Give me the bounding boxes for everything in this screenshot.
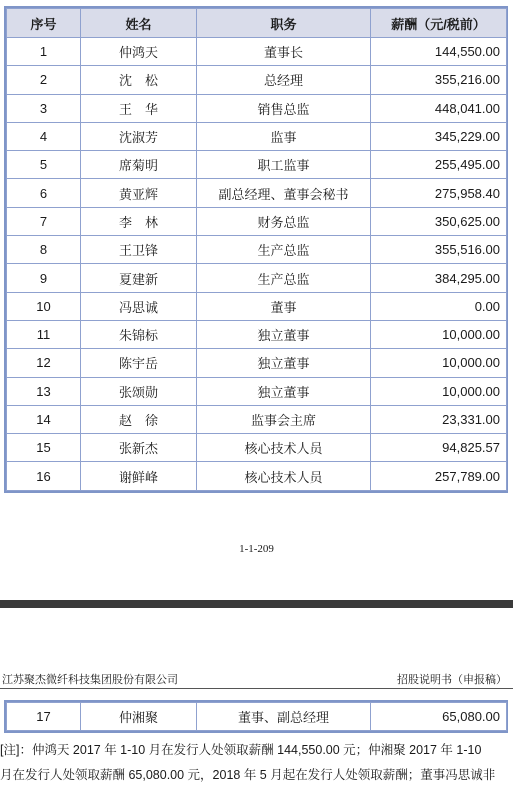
- salary-table-continued: [4, 700, 508, 733]
- cell-name: 朱锦标: [81, 320, 197, 348]
- cell-name: 黄亚辉: [81, 179, 197, 207]
- cell-role: 总经理: [197, 66, 371, 94]
- cell-name: 谢鲜峰: [81, 462, 197, 490]
- table-row: [7, 236, 507, 264]
- table-row: [7, 405, 507, 433]
- table-row: [7, 292, 507, 320]
- cell-no: 9: [7, 264, 81, 292]
- cell-no: 17: [7, 703, 81, 731]
- cell-pay: 144,550.00: [371, 38, 507, 66]
- table-row: [7, 377, 507, 405]
- cell-name: 夏建新: [81, 264, 197, 292]
- footnote-line-1: [注]：仲鸿天 2017 年 1-10 月在发行人处领取薪酬 144,550.00 元；仲湘聚 2017 年 1-10: [0, 743, 482, 757]
- cell-role: 销售总监: [197, 94, 371, 122]
- cell-pay: 448,041.00: [371, 94, 507, 122]
- cell-name: 席菊明: [81, 151, 197, 179]
- cell-role: 独立董事: [197, 349, 371, 377]
- table-row: [7, 349, 507, 377]
- cell-no: 4: [7, 122, 81, 150]
- cell-role: 独立董事: [197, 320, 371, 348]
- cell-name: 王卫锋: [81, 236, 197, 264]
- cell-pay: 0.00: [371, 292, 507, 320]
- cell-pay: 10,000.00: [371, 320, 507, 348]
- cell-pay: 275,958.40: [371, 179, 507, 207]
- page-divider: [0, 600, 513, 608]
- header-name: 姓名: [81, 9, 197, 38]
- cell-role: 财务总监: [197, 207, 371, 235]
- cell-pay: 257,789.00: [371, 462, 507, 490]
- cell-no: 8: [7, 236, 81, 264]
- header-no: 序号: [7, 9, 81, 38]
- cell-name: 陈宇岳: [81, 349, 197, 377]
- cell-no: 13: [7, 377, 81, 405]
- cell-role: 监事: [197, 122, 371, 150]
- cell-pay: 10,000.00: [371, 377, 507, 405]
- document-type: 招股说明书（申报稿）: [397, 674, 507, 686]
- table-row: [7, 179, 507, 207]
- cell-name: 张颂勋: [81, 377, 197, 405]
- cell-pay: 345,229.00: [371, 122, 507, 150]
- cell-role: 副总经理、董事会秘书: [197, 179, 371, 207]
- footnote-line-2: 月在发行人处领取薪酬 65,080.00 元，2018 年 5 月起在发行人处领取薪酬；董事冯思诚非: [0, 768, 496, 782]
- cell-no: 11: [7, 320, 81, 348]
- table-row: [7, 207, 507, 235]
- table-row: [7, 94, 507, 122]
- cell-role: 董事: [197, 292, 371, 320]
- cell-no: 1: [7, 38, 81, 66]
- table-row: [7, 703, 507, 731]
- cell-name: 沈淑芳: [81, 122, 197, 150]
- cell-role: 核心技术人员: [197, 462, 371, 490]
- cell-name: 沈 松: [81, 66, 197, 94]
- cell-name: 赵 徐: [81, 405, 197, 433]
- cell-role: 监事会主席: [197, 405, 371, 433]
- cell-role: 独立董事: [197, 377, 371, 405]
- cell-no: 12: [7, 349, 81, 377]
- table-row: [7, 462, 507, 490]
- cell-no: 10: [7, 292, 81, 320]
- table-row: [7, 38, 507, 66]
- cell-pay: 255,495.00: [371, 151, 507, 179]
- cell-no: 3: [7, 94, 81, 122]
- cell-no: 5: [7, 151, 81, 179]
- header-role: 职务: [197, 9, 371, 38]
- table-row: [7, 320, 507, 348]
- cell-name: 冯思诚: [81, 292, 197, 320]
- cell-name: 李 林: [81, 207, 197, 235]
- header-pay: 薪酬（元/税前）: [371, 9, 507, 38]
- cell-pay: 355,516.00: [371, 236, 507, 264]
- cell-no: 6: [7, 179, 81, 207]
- cell-name: 张新杰: [81, 434, 197, 462]
- cell-name: 王 华: [81, 94, 197, 122]
- footnote: [0, 738, 513, 788]
- table-row: [7, 434, 507, 462]
- document-header: [0, 671, 513, 689]
- cell-role: 董事、副总经理: [197, 703, 371, 731]
- cell-no: 7: [7, 207, 81, 235]
- table-row: [7, 66, 507, 94]
- cell-role: 生产总监: [197, 236, 371, 264]
- cell-no: 16: [7, 462, 81, 490]
- company-name: 江苏聚杰微纤科技集团股份有限公司: [2, 674, 178, 686]
- table-row: [7, 264, 507, 292]
- cell-no: 2: [7, 66, 81, 94]
- page-number: 1-1-209: [239, 543, 274, 555]
- cell-role: 核心技术人员: [197, 434, 371, 462]
- table-row: [7, 122, 507, 150]
- cell-no: 15: [7, 434, 81, 462]
- cell-role: 生产总监: [197, 264, 371, 292]
- cell-pay: 10,000.00: [371, 349, 507, 377]
- cell-pay: 23,331.00: [371, 405, 507, 433]
- cell-pay: 384,295.00: [371, 264, 507, 292]
- cell-pay: 65,080.00: [371, 703, 507, 731]
- table-row: [7, 151, 507, 179]
- cell-pay: 350,625.00: [371, 207, 507, 235]
- salary-table: [4, 6, 508, 493]
- cell-name: 仲湘聚: [81, 703, 197, 731]
- cell-pay: 94,825.57: [371, 434, 507, 462]
- cell-role: 董事长: [197, 38, 371, 66]
- cell-name: 仲鸿天: [81, 38, 197, 66]
- table-header-row: [7, 9, 507, 38]
- cell-no: 14: [7, 405, 81, 433]
- cell-pay: 355,216.00: [371, 66, 507, 94]
- cell-role: 职工监事: [197, 151, 371, 179]
